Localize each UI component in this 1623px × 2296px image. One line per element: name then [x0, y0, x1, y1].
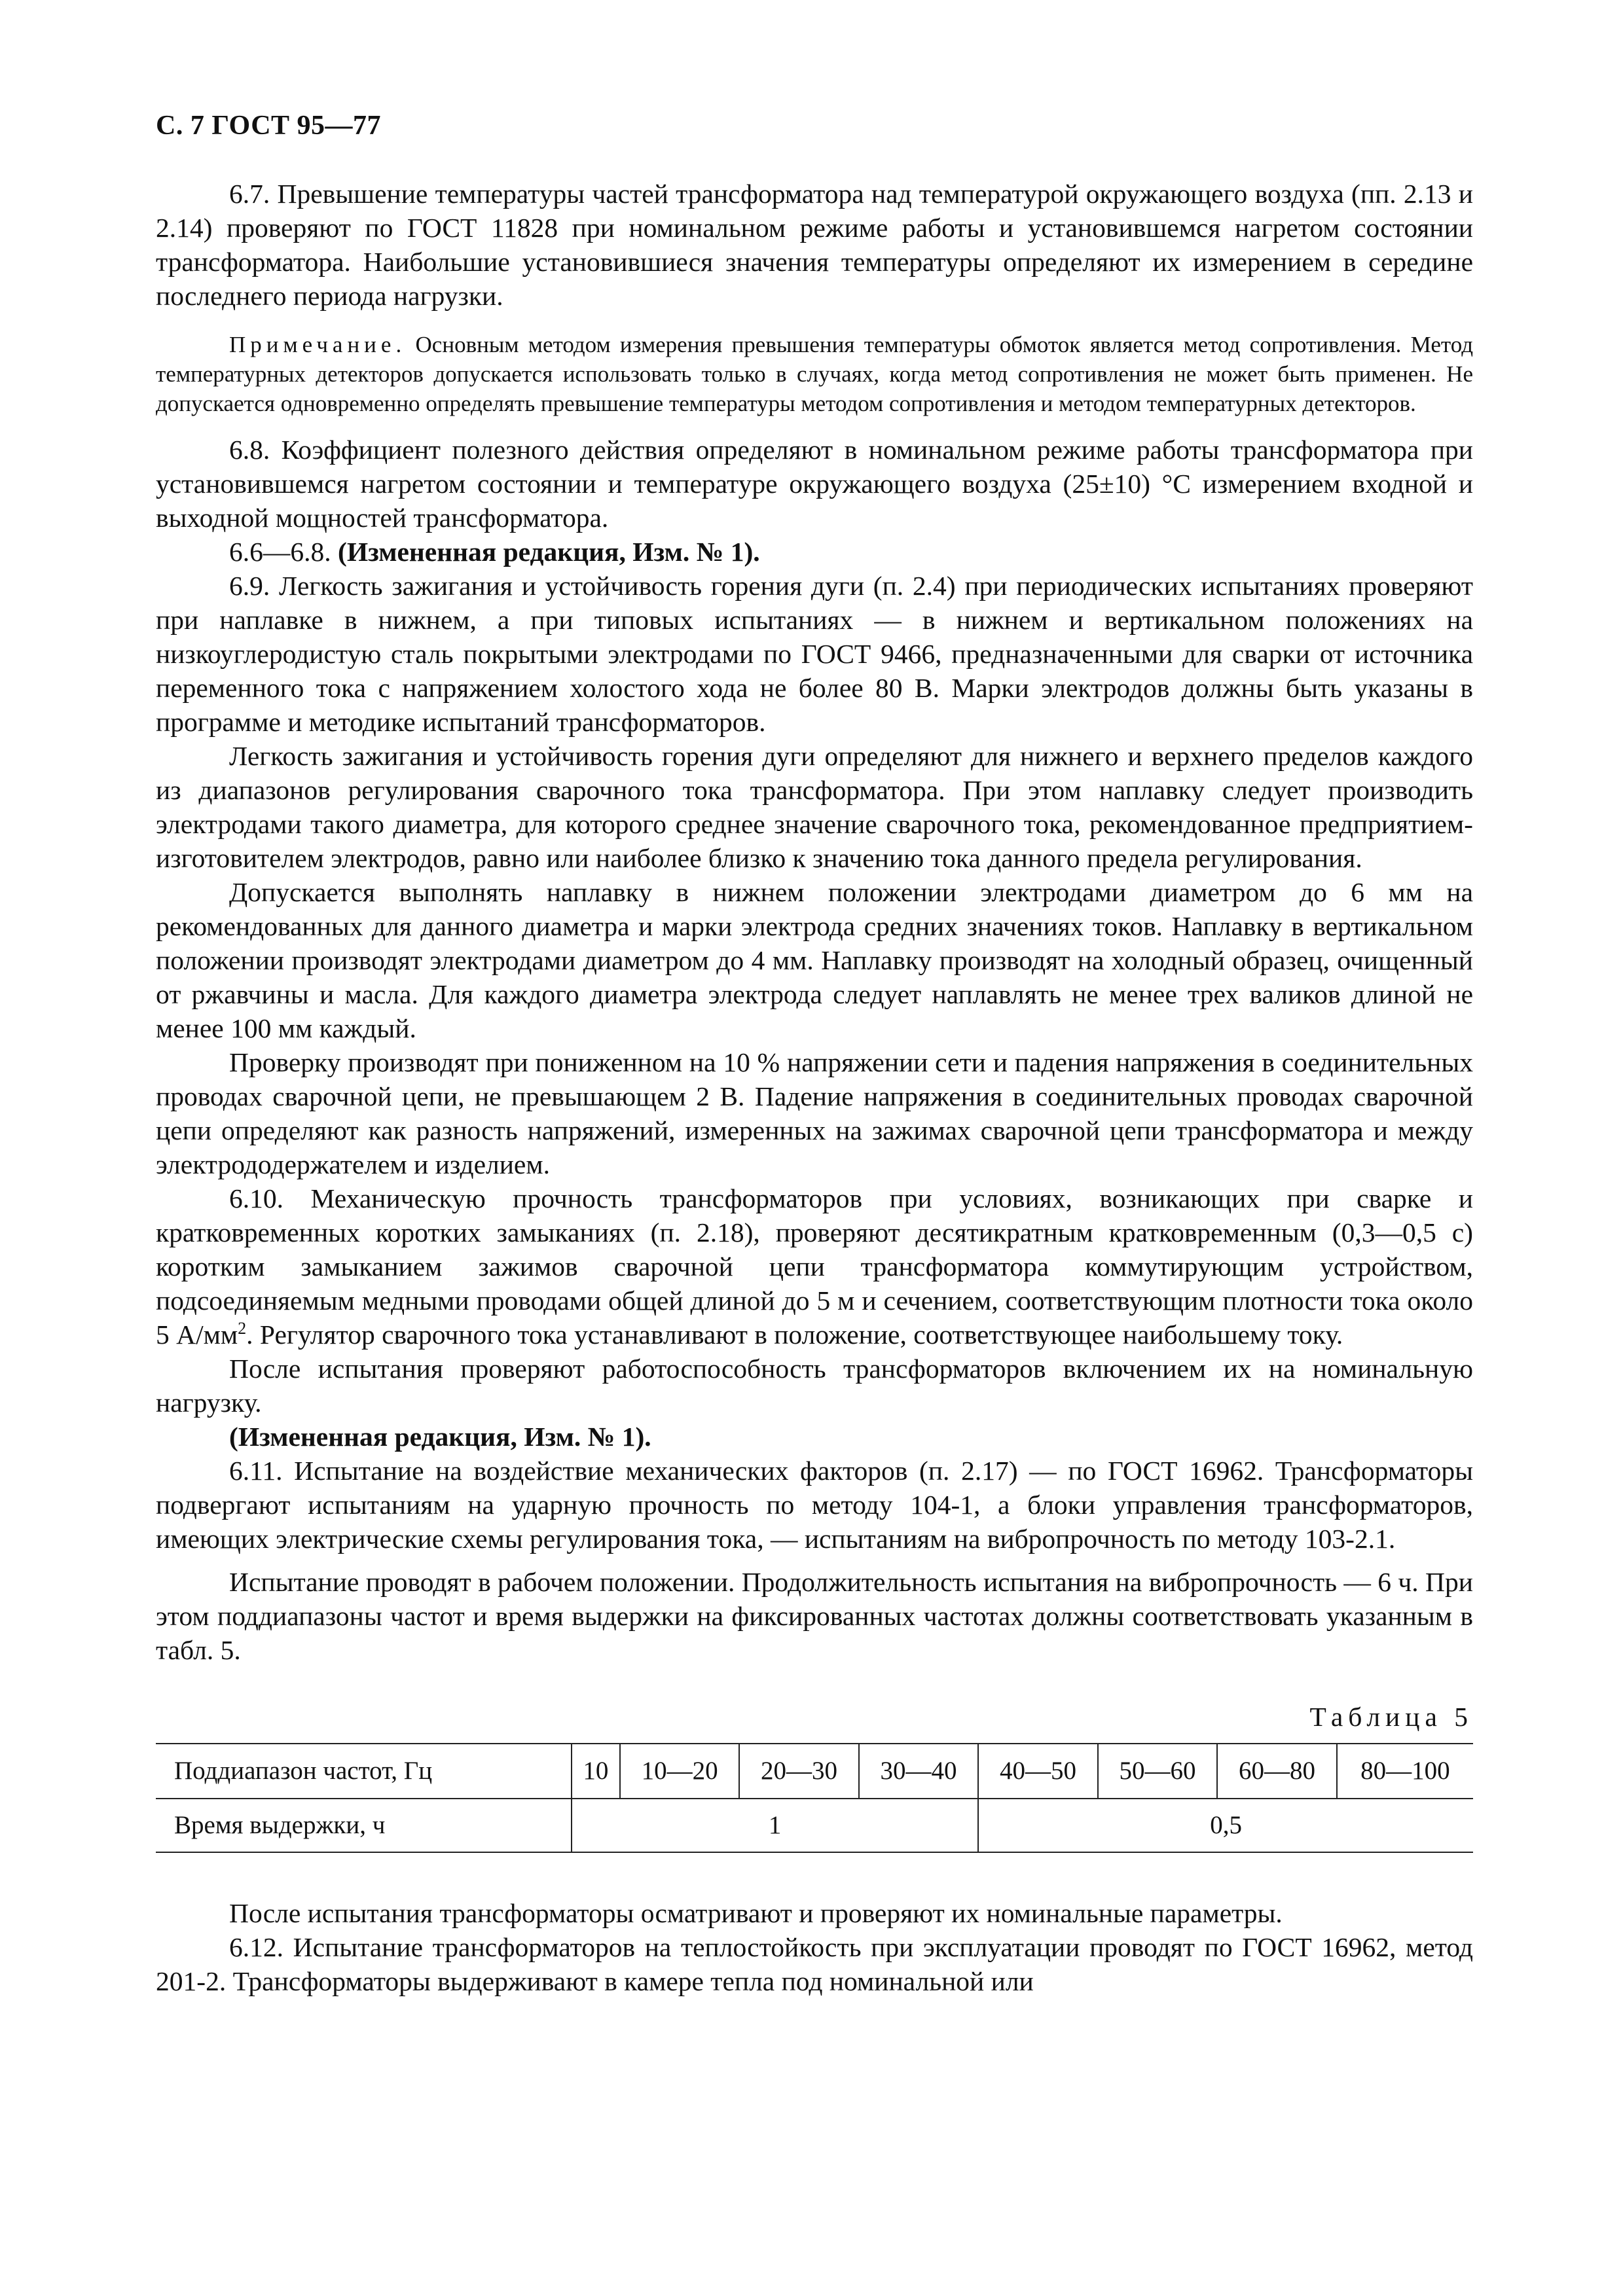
paragraph-6-11-a: 6.11. Испытание на воздействие механических факторов (п. 2.17) — по ГОСТ 16962. Трансформаторы подвергают испытаниям на ударную прочность по методу 104-1, а блоки управления трансформаторов, имеющих электрические схемы регулирования тока, — испытаниям на вибропрочность по методу 103-2.1.	[156, 1456, 1473, 1554]
paragraph-6-9-b: Легкость зажигания и устойчивость горения дуги определяют для нижнего и верхнего пределов каждого из диапазонов регулирования сварочного тока трансформатора. При этом наплавку следует производить электродами такого диаметра, для которого среднее значение сварочного тока, рекомендованное предприятием-изготовителем электродов, равно или наиболее близко к значению тока данного предела регулирования.	[156, 741, 1473, 873]
paragraph-after-table: После испытания трансформаторы осматривают и проверяют их номинальные параметры.	[229, 1898, 1283, 1928]
superscript: 2	[238, 1319, 247, 1338]
paragraph-6-9-a: 6.9. Легкость зажигания и устойчивость горения дуги (п. 2.4) при периодических испытаниях проверяют при наплавке в нижнем, а при типовых испытаниях — в нижнем и вертикальном положениях на низкоуглеродистую сталь покрытыми электродами по ГОСТ 9466, предназначенными для сварки от источника переменного тока с напряжением холостого хода не более 80 В. Марки электродов должны быть указаны в программе и методике испытаний трансформаторов.	[156, 571, 1473, 737]
document-body	[156, 177, 1473, 1998]
paragraph-6-9-d: Проверку производят при пониженном на 10 % напряжении сети и падения напряжения в соединительных проводах сварочной цепи, не превышающем 2 В. Падение напряжения в соединительных проводах сварочной цепи определяют как разность напряжений, измеренных на зажимах сварочной цепи трансформатора и между электрододержателем и изделием.	[156, 1047, 1473, 1179]
table-cell: 50—60	[1098, 1744, 1217, 1799]
paragraph-6-12: 6.12. Испытание трансформаторов на теплостойкость при эксплуатации проводят по ГОСТ 16962, метод 201-2. Трансформаторы выдерживают в камере тепла под номинальной или	[156, 1932, 1473, 1996]
table-cell: 40—50	[978, 1744, 1097, 1799]
paragraph-6-8: 6.8. Коэффициент полезного действия определяют в номинальном режиме работы трансформатора при установившемся нагретом состоянии и температуре окружающего воздуха (25±10) °С измерением входной и выходной мощностей трансформатора.	[156, 435, 1473, 533]
paragraph-6-9-c: Допускается выполнять наплавку в нижнем положении электродами диаметром до 6 мм на рекомендованных для данного диаметра и марки электрода средних значениях токов. Наплавку в вертикальном положении производят электродами диаметром до 4 мм. Наплавку производят на холодный образец, очищенный от ржавчины и масла. Для каждого диаметра электрода следует наплавлять не менее трех валиков длиной не менее 100 мм каждый.	[156, 877, 1473, 1043]
note-text: Основным методом измерения превышения температуры обмоток является метод сопротивления. Метод температурных детекторов допускается использовать только в случаях, когда метод сопротивления не может быть применен. Не допускается одновременно определять превышение температуры методом сопротивления и методом температурных детекторов.	[156, 332, 1474, 416]
table-cell: 10—20	[620, 1744, 739, 1799]
table-cell: 60—80	[1217, 1744, 1336, 1799]
table-cell: 20—30	[739, 1744, 858, 1799]
table-cell: 80—100	[1337, 1744, 1473, 1799]
table-cell: 30—40	[859, 1744, 978, 1799]
paragraph-6-10-a	[156, 1181, 1473, 1352]
table-title: Таблица 5	[1309, 1702, 1473, 1732]
amendment-6-10	[156, 1420, 1473, 1454]
amendment-6-6-6-8	[156, 535, 1473, 569]
table-cell: 10	[572, 1744, 620, 1799]
paragraph-6-11-b: Испытание проводят в рабочем положении. Продолжительность испытания на вибропрочность — 6 ч. При этом поддиапазоны частот и время выдержки на фиксированных частотах должны соответствовать указанным в табл. 5.	[156, 1567, 1473, 1665]
table-cell: 1	[572, 1799, 978, 1852]
table-header-cell: Поддиапазон частот, Гц	[156, 1744, 572, 1799]
amendment-note: (Измененная редакция, Изм. № 1).	[229, 1422, 651, 1452]
table-5	[156, 1743, 1473, 1853]
table-row	[156, 1744, 1473, 1799]
paragraph-6-7: 6.7. Превышение температуры частей трансформатора над температурой окружающего воздуха (пп. 2.13 и 2.14) проверяют по ГОСТ 11828 при номинальном режиме работы и установившемся нагретом состоянии трансформатора. Наибольшие установившиеся значения температуры определяют их измерением в середине последнего периода нагрузки.	[156, 179, 1473, 311]
table-header-cell: Время выдержки, ч	[174, 1811, 386, 1839]
note-label: Примечание.	[229, 332, 407, 357]
amendment-prefix: 6.6—6.8.	[229, 537, 331, 567]
table-cell: 0,5	[978, 1799, 1473, 1852]
paragraph-6-10-text: 6.10. Механическую прочность трансформаторов при условиях, возникающих при сварке и кратковременных коротких замыканиях (п. 2.18), проверяют десятикратным кратковременным (0,3—0,5 с) коротким замыканием зажимов сварочной цепи трансформатора коммутирующим устройством, подсоединяемым медными проводами общей длиной до 5 м и сечением, соответствующим плотности тока около 5 А/мм	[156, 1183, 1473, 1350]
amendment-note: (Измененная редакция, Изм. № 1).	[338, 537, 760, 567]
paragraph-6-10-text-end: . Регулятор сварочного тока устанавливают в положение, соответствующее наибольшему току.	[246, 1319, 1343, 1350]
note-block	[156, 330, 1473, 418]
paragraph-6-10-c: После испытания проверяют работоспособность трансформаторов включением их на номинальную нагрузку.	[156, 1354, 1473, 1418]
table-row	[156, 1799, 1473, 1852]
page-header: С. 7 ГОСТ 95—77	[156, 111, 382, 141]
